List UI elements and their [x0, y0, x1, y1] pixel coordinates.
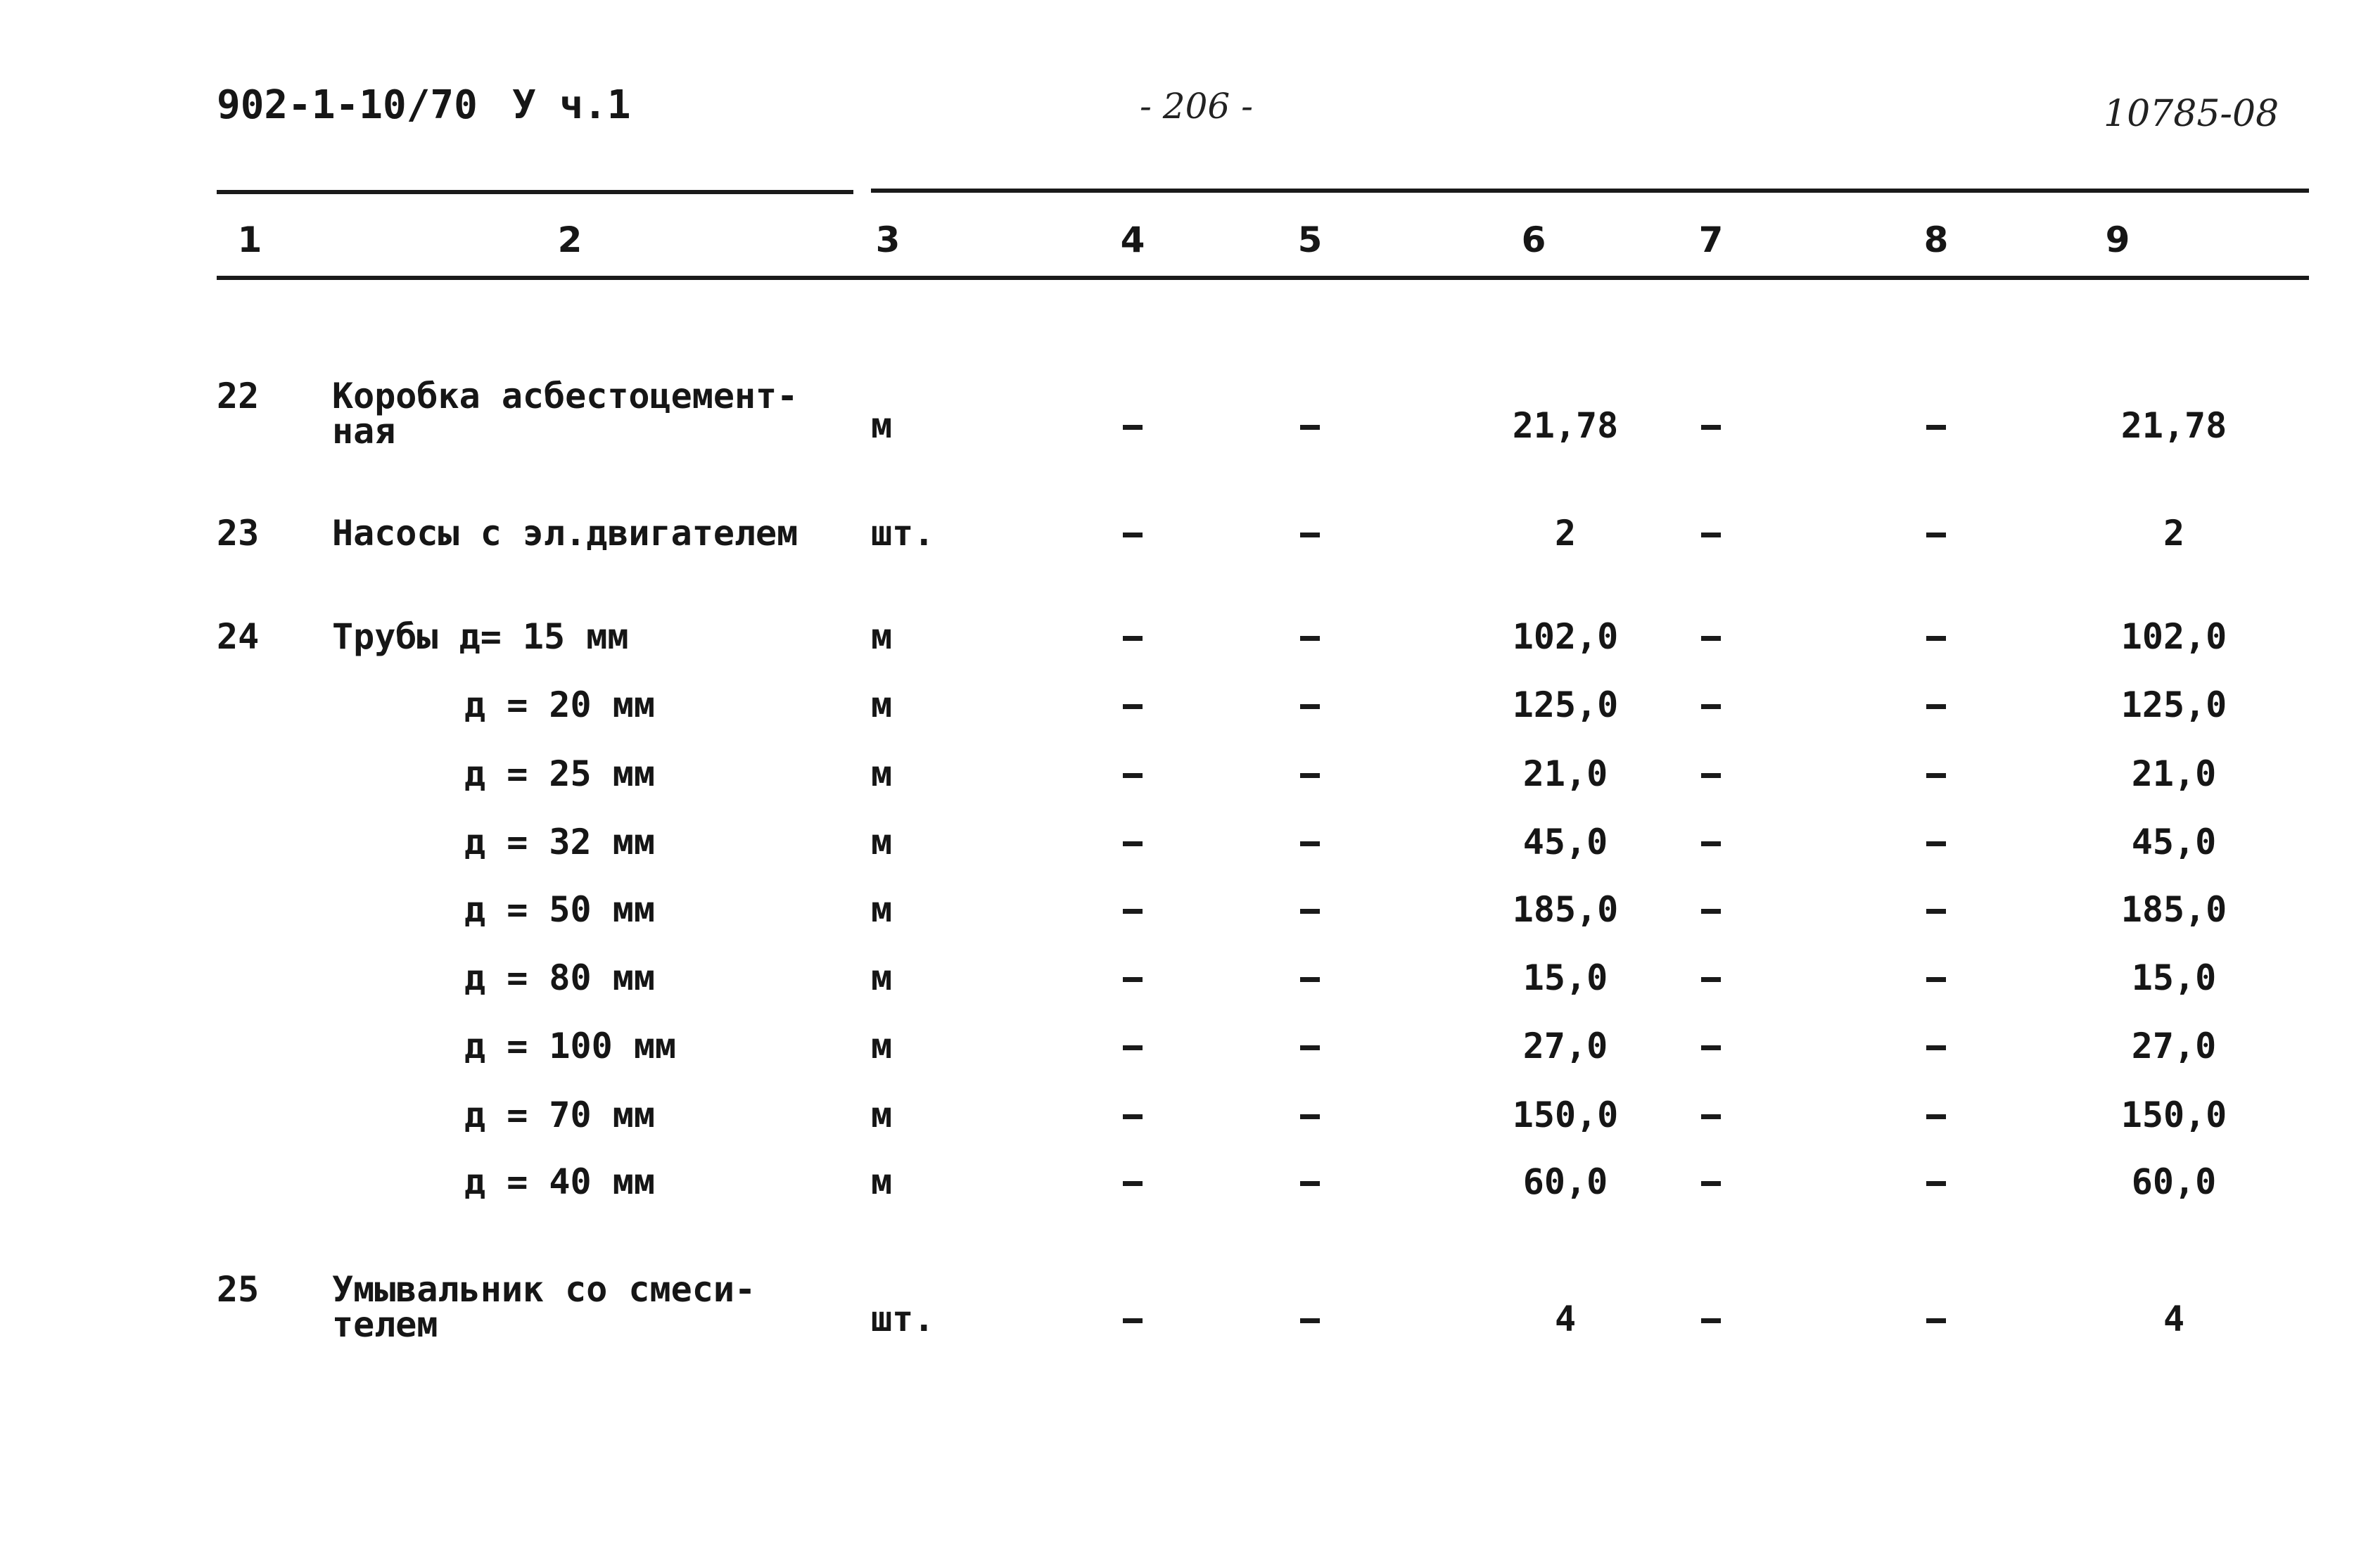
quantity-col6: 2	[1554, 513, 1577, 554]
empty-dash-c4	[1123, 841, 1143, 846]
item-name: д = 25 мм	[464, 753, 655, 794]
empty-dash-c8	[1926, 977, 1946, 982]
empty-dash-c7	[1701, 977, 1721, 982]
quantity-col9: 27,0	[2131, 1026, 2217, 1066]
empty-dash-c7	[1701, 704, 1721, 709]
column-number-2: 2	[557, 219, 583, 260]
empty-dash-c4	[1123, 533, 1143, 537]
table-top-rule-left	[217, 190, 853, 194]
item-name: д = 20 мм	[464, 684, 655, 725]
empty-dash-c5	[1300, 909, 1320, 914]
row-number: 25	[217, 1269, 260, 1310]
quantity-col9: 21,78	[2120, 405, 2227, 446]
unit-cell: м	[871, 822, 893, 862]
empty-dash-c7	[1701, 1318, 1721, 1323]
item-name: д = 40 мм	[464, 1161, 655, 1202]
empty-dash-c7	[1701, 773, 1721, 778]
empty-dash-c8	[1926, 704, 1946, 709]
empty-dash-c5	[1300, 704, 1320, 709]
empty-dash-c4	[1123, 1045, 1143, 1050]
quantity-col6: 21,0	[1522, 753, 1608, 794]
document-code: 902-1-10/70	[217, 82, 478, 128]
quantity-col6: 60,0	[1522, 1161, 1608, 1202]
unit-cell: м	[871, 957, 893, 998]
empty-dash-c5	[1300, 533, 1320, 537]
item-name: ная	[332, 411, 396, 452]
column-number-1: 1	[237, 219, 262, 260]
quantity-col6: 125,0	[1512, 684, 1619, 725]
quantity-col6: 150,0	[1512, 1095, 1619, 1135]
empty-dash-c8	[1926, 1114, 1946, 1119]
empty-dash-c4	[1123, 1318, 1143, 1323]
empty-dash-c8	[1926, 1318, 1946, 1323]
empty-dash-c5	[1300, 773, 1320, 778]
quantity-col6: 27,0	[1522, 1026, 1608, 1066]
column-number-8: 8	[1923, 219, 1949, 260]
empty-dash-c5	[1300, 1045, 1320, 1050]
unit-cell: м	[871, 616, 893, 657]
column-number-5: 5	[1297, 219, 1323, 260]
unit-cell: м	[871, 684, 893, 725]
quantity-col9: 2	[2163, 513, 2185, 554]
empty-dash-c8	[1926, 533, 1946, 537]
unit-cell: м	[871, 1161, 893, 1202]
row-number: 22	[217, 376, 260, 416]
item-name: телем	[332, 1304, 438, 1345]
empty-dash-c8	[1926, 425, 1946, 430]
unit-cell: м	[871, 753, 893, 794]
empty-dash-c4	[1123, 909, 1143, 914]
quantity-col6: 185,0	[1512, 889, 1619, 930]
column-number-7: 7	[1698, 219, 1724, 260]
quantity-col6: 15,0	[1522, 957, 1608, 998]
empty-dash-c5	[1300, 636, 1320, 641]
unit-cell: м	[871, 1095, 893, 1135]
empty-dash-c4	[1123, 1114, 1143, 1119]
item-name: д = 50 мм	[464, 889, 655, 930]
empty-dash-c4	[1123, 636, 1143, 641]
column-number-3: 3	[875, 219, 901, 260]
empty-dash-c8	[1926, 773, 1946, 778]
column-number-9: 9	[2105, 219, 2130, 260]
quantity-col9: 125,0	[2120, 684, 2227, 725]
quantity-col9: 15,0	[2131, 957, 2217, 998]
empty-dash-c8	[1926, 636, 1946, 641]
empty-dash-c5	[1300, 1114, 1320, 1119]
quantity-col6: 102,0	[1512, 616, 1619, 657]
empty-dash-c7	[1701, 1114, 1721, 1119]
empty-dash-c4	[1123, 1181, 1143, 1186]
empty-dash-c7	[1701, 425, 1721, 430]
empty-dash-c4	[1123, 425, 1143, 430]
column-number-4: 4	[1120, 219, 1145, 260]
item-name: Насосы с эл.двигателем	[332, 513, 799, 554]
unit-cell: шт.	[871, 1299, 935, 1339]
item-name: д = 100 мм	[464, 1026, 677, 1066]
empty-dash-c8	[1926, 1045, 1946, 1050]
unit-cell: м	[871, 1026, 893, 1066]
empty-dash-c4	[1123, 773, 1143, 778]
empty-dash-c5	[1300, 425, 1320, 430]
page-number: - 206 -	[1140, 86, 1254, 127]
quantity-col9: 45,0	[2131, 822, 2217, 862]
table-top-rule-right	[871, 189, 2309, 193]
quantity-col9: 60,0	[2131, 1161, 2217, 1202]
unit-cell: м	[871, 889, 893, 930]
empty-dash-c5	[1300, 841, 1320, 846]
document-part: У ч.1	[512, 82, 631, 128]
empty-dash-c7	[1701, 533, 1721, 537]
empty-dash-c7	[1701, 909, 1721, 914]
row-number: 23	[217, 513, 260, 554]
row-number: 24	[217, 616, 260, 657]
empty-dash-c7	[1701, 636, 1721, 641]
item-name: д = 80 мм	[464, 957, 655, 998]
quantity-col9: 185,0	[2120, 889, 2227, 930]
empty-dash-c5	[1300, 1318, 1320, 1323]
column-number-6: 6	[1521, 219, 1546, 260]
empty-dash-c8	[1926, 841, 1946, 846]
quantity-col6: 4	[1554, 1299, 1577, 1339]
empty-dash-c4	[1123, 704, 1143, 709]
item-name: д = 70 мм	[464, 1095, 655, 1135]
quantity-col9: 150,0	[2120, 1095, 2227, 1135]
item-name: Коробка асбестоцемент-	[332, 376, 799, 416]
empty-dash-c8	[1926, 1181, 1946, 1186]
empty-dash-c7	[1701, 841, 1721, 846]
quantity-col9: 102,0	[2120, 616, 2227, 657]
quantity-col9: 4	[2163, 1299, 2185, 1339]
item-name: д = 32 мм	[464, 822, 655, 862]
table-header-rule	[217, 276, 2309, 280]
quantity-col9: 21,0	[2131, 753, 2217, 794]
empty-dash-c7	[1701, 1045, 1721, 1050]
archive-number: 10785-08	[2104, 93, 2279, 135]
empty-dash-c7	[1701, 1181, 1721, 1186]
empty-dash-c5	[1300, 1181, 1320, 1186]
unit-cell: шт.	[871, 513, 935, 554]
item-name: Умывальник со смеси-	[332, 1269, 756, 1310]
empty-dash-c8	[1926, 909, 1946, 914]
item-name: Трубы д= 15 мм	[332, 616, 629, 657]
quantity-col6: 21,78	[1512, 405, 1619, 446]
empty-dash-c4	[1123, 977, 1143, 982]
quantity-col6: 45,0	[1522, 822, 1608, 862]
unit-cell: м	[871, 405, 893, 446]
empty-dash-c5	[1300, 977, 1320, 982]
